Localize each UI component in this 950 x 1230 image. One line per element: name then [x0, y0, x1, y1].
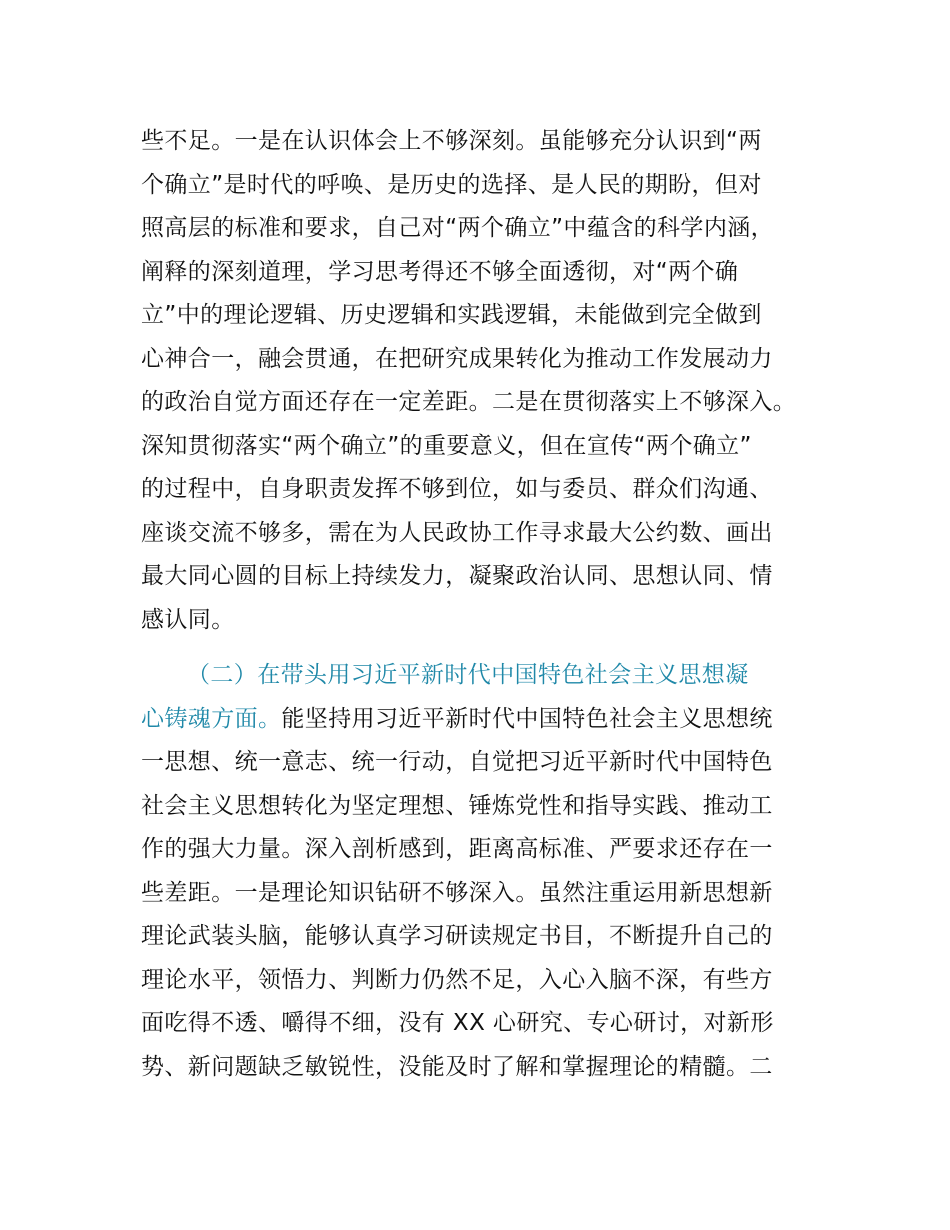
text-line: 些差距。一是理论知识钻研不够深入。虽然注重运用新思想新 — [141, 879, 773, 906]
text-line: 社会主义思想转化为坚定理想、锤炼党性和指导实践、推动工 — [141, 792, 773, 819]
section-heading-end: 心铸魂方面。 — [141, 705, 282, 732]
text-line: 理论水平，领悟力、判断力仍然不足，入心入脑不深，有些方 — [141, 966, 773, 993]
text-line: 的政治自觉方面还存在一定差距。二是在贯彻落实上不够深入。 — [141, 389, 797, 415]
text-line: 的过程中，自身职责发挥不够到位，如与委员、群众们沟通、 — [141, 476, 773, 502]
text-line: 理论武装头脑，能够认真学习研读规定书目，不断提升自己的 — [141, 923, 773, 949]
text-line: 面吃得不透、嚼得不细，没有 XX 心研究、专心研讨，对新形 — [141, 1010, 774, 1036]
paragraph-2 — [141, 654, 821, 1089]
text-line: 阐释的深刻道理，学习思考得还不够全面透彻，对“两个确 — [141, 258, 739, 285]
text-line: 最大同心圆的目标上持续发力，凝聚政治认同、思想认同、情 — [141, 563, 773, 589]
text-line: 立”中的理论逻辑、历史逻辑和实践逻辑，未能做到完全做到 — [141, 302, 762, 328]
text-line: 个确立”是时代的呼唤、是历史的选择、是人民的期盼，但对 — [141, 171, 762, 198]
text-line: 心神合一，融会贯通，在把研究成果转化为推动工作发展动力 — [141, 345, 773, 372]
text-line: 照高层的标准和要求，自己对“两个确立”中蕴含的科学内涵， — [141, 215, 775, 241]
paragraph-1 — [141, 120, 821, 642]
text-line: 些不足。一是在认识体会上不够深刻。虽能够充分认识到“两 — [141, 128, 762, 154]
text-line: 深知贯彻落实“两个确立”的重要意义，但在宣传“两个确立” — [141, 432, 752, 459]
text-line: 一思想、统一意志、统一行动，自觉把习近平新时代中国特色 — [141, 749, 773, 775]
section-heading: （二）在带头用习近平新时代中国特色社会主义思想凝 — [187, 662, 749, 688]
text-line: 势、新问题缺乏敏锐性，没能及时了解和掌握理论的精髓。二 — [141, 1053, 773, 1080]
text-line: 感认同。 — [141, 606, 235, 633]
text-line-rest: 能坚持用习近平新时代中国特色社会主义思想统 — [281, 705, 773, 732]
text-line: 座谈交流不够多，需在为人民政协工作寻求最大公约数、画出 — [141, 519, 773, 546]
text-line: 作的强大力量。深入剖析感到，距离高标准、严要求还存在一 — [141, 836, 773, 862]
text-line — [141, 698, 821, 742]
